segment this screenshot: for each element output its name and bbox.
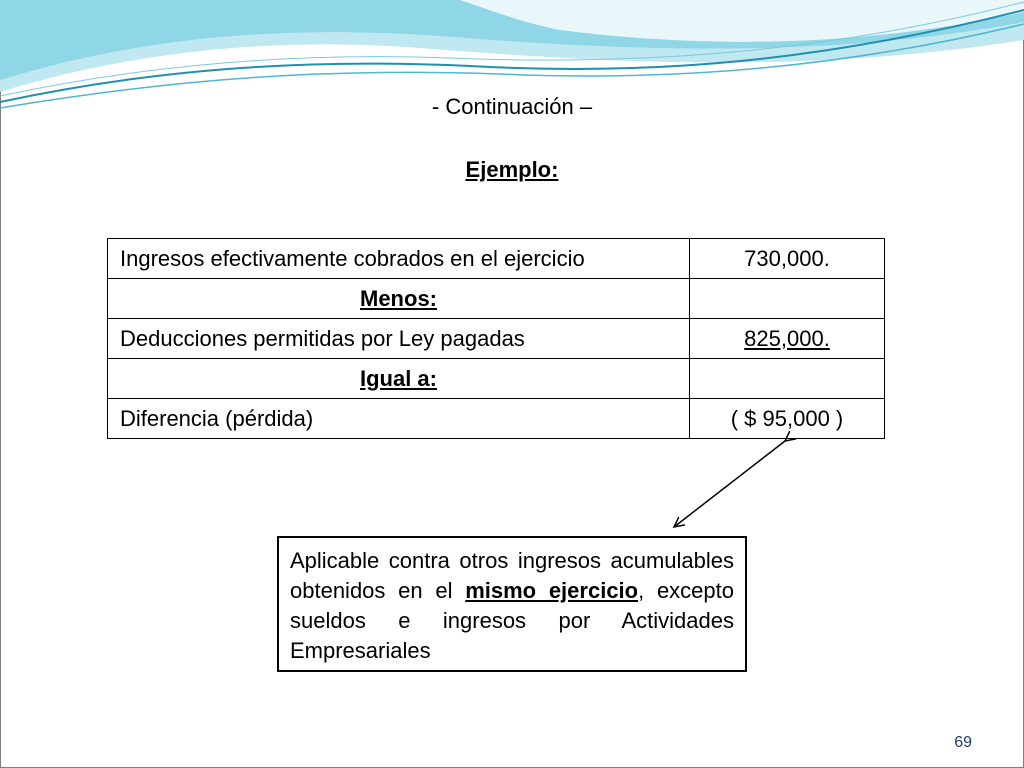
table-row [108,279,885,319]
example-heading: Ejemplo: [465,157,559,182]
note-emphasis: mismo ejercicio [465,578,639,603]
note-box [277,536,747,672]
row-label: Diferencia (pérdida) [108,399,690,439]
row-label-menos: Menos: [108,279,690,319]
row-value-difference: ( $ 95,000 ) [690,399,885,439]
row-value: 825,000. [690,319,885,359]
page-number: 69 [954,734,972,751]
row-label: Ingresos efectivamente cobrados en el ejercicio [108,239,690,279]
row-value: 730,000. [690,239,885,279]
row-label-igual-a: Igual a: [108,359,690,399]
note-text-end: , excepto sueldos e ingresos por Actividades Empresariales [290,578,735,663]
table-row [108,239,885,279]
subtitle: - Continuación – [431,94,593,119]
example-table [107,238,885,439]
row-value-empty [690,279,885,319]
table-row [108,359,885,399]
row-label: Deducciones permitidas por Ley pagadas [108,319,690,359]
note-text-start: Aplicable contra otros ingresos acumulables obtenidos en el [290,548,734,603]
table-row [108,319,885,359]
table-row [108,399,885,439]
row-value-empty [690,359,885,399]
